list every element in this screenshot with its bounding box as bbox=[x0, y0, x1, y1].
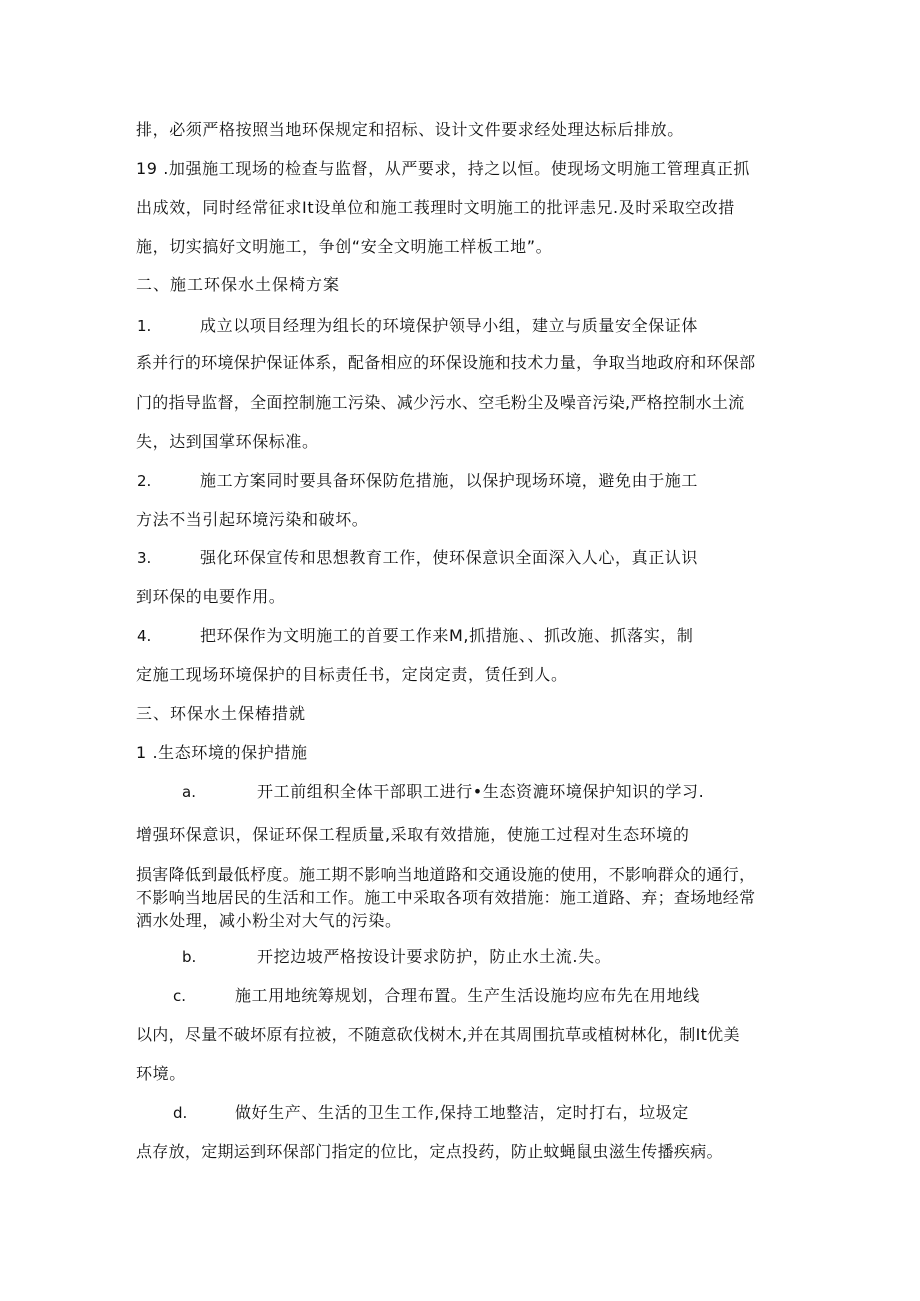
paragraph-line: 到环保的电要作用。 bbox=[136, 587, 286, 606]
paragraph-line: 施，切实搞好文明施工，争创“安全文明施工样板工地”。 bbox=[136, 237, 553, 256]
item-label: c. bbox=[173, 987, 187, 1005]
subsection-heading: 1 .生态环境的保护措施 bbox=[136, 743, 308, 762]
paragraph-line: 门的指导监督，全面控制施工污染、减少污水、空毛粉尘及噪音污染,严格控制水土流 bbox=[136, 393, 745, 412]
item-number: 2. bbox=[137, 472, 152, 490]
item-first-line: 做好生产、生活的卫生工作,保持工地整洁，定时打右，垃圾定 bbox=[235, 1103, 689, 1122]
paragraph-line: 增强环保意识，保证环保工程质量,采取有效措施，使施工过程对生态环境的 bbox=[136, 825, 690, 844]
item-first-line: 成立以项目经理为组长的环境保护领导小组，建立与质量安全保证体 bbox=[200, 316, 699, 335]
item-first-line: 施工方案同时要具备环保防危措施，以保护现场环境，避免由于施工 bbox=[200, 471, 699, 490]
section-heading: 三、环保水土保椿措就 bbox=[136, 704, 307, 723]
paragraph-line: 洒水处理，减小粉尘对大气的污染。 bbox=[136, 911, 402, 930]
paragraph-line: 失，达到国掌环保标准。 bbox=[136, 432, 319, 451]
item-first-line: 把环保作为文明施工的首要工作来M,抓措施、、抓改施、抓落实，制 bbox=[200, 626, 694, 645]
item-first-line: 开挖边坡严格按设计要求防护，防止水土流.失。 bbox=[257, 947, 612, 966]
paragraph-line: 以内，尽量不破坏原有拉被，不随意砍伐树木,并在其周围抗草或植树林化，制It优美 bbox=[136, 1025, 740, 1044]
item-first-line: 施工用地统筹规划，合理布置。生产生活设施均应布先在用地线 bbox=[235, 986, 700, 1005]
item-label: a. bbox=[182, 783, 196, 801]
item-first-line: 开工前组积全体干部职工进行•生态资漉环境保护知识的学习. bbox=[257, 782, 705, 801]
paragraph-line: 出成效，同时经常征求It设单位和施工莪理时文明施工的批评恚兄.及时采取空改措 bbox=[136, 198, 735, 217]
paragraph-line: 不影响当地居民的生活和工作。施工中采取各项有效措施：施工道路、弃；查场地经常 bbox=[136, 888, 756, 907]
item-number: 1. bbox=[137, 317, 152, 335]
paragraph-line: 环境。 bbox=[136, 1064, 186, 1083]
item-label: b. bbox=[182, 948, 197, 966]
paragraph-line: 19 .加强施工现场的检查与监督，从严要求，持之以恒。使现场文明施工管理真正抓 bbox=[136, 159, 750, 178]
item-number: 3. bbox=[137, 549, 152, 567]
paragraph-line: 系并行的环境保护保证体系，配备相应的环保设施和技术力量，争取当地政府和环保部 bbox=[136, 353, 756, 372]
item-number: 4. bbox=[137, 627, 152, 645]
item-label: d. bbox=[173, 1104, 188, 1122]
paragraph-line: 方法不当引起环境污染和破坏。 bbox=[136, 510, 369, 529]
paragraph-line: 排，必须严格按照当地环保规定和招标、设计文件要求经处理达标后排放。 bbox=[136, 120, 684, 139]
paragraph-line: 定施工现场环境保护的目标责任书，定岗定责，赁任到人。 bbox=[136, 665, 568, 684]
item-first-line: 强化环保宣传和思想教育工作，使环保意识全面深入人心，真正认识 bbox=[200, 548, 699, 567]
paragraph-line: 点存放，定期运到环保部门指定的位比，定点投药，防止蚊蝇鼠虫滋生传播疾病。 bbox=[136, 1142, 723, 1161]
section-heading: 二、施工环保水土保椅方案 bbox=[136, 275, 341, 294]
paragraph-line: 损害降低到最低杼度。施工期不影响当地道路和交通设施的使用，不影响群众的通行， bbox=[136, 865, 756, 884]
